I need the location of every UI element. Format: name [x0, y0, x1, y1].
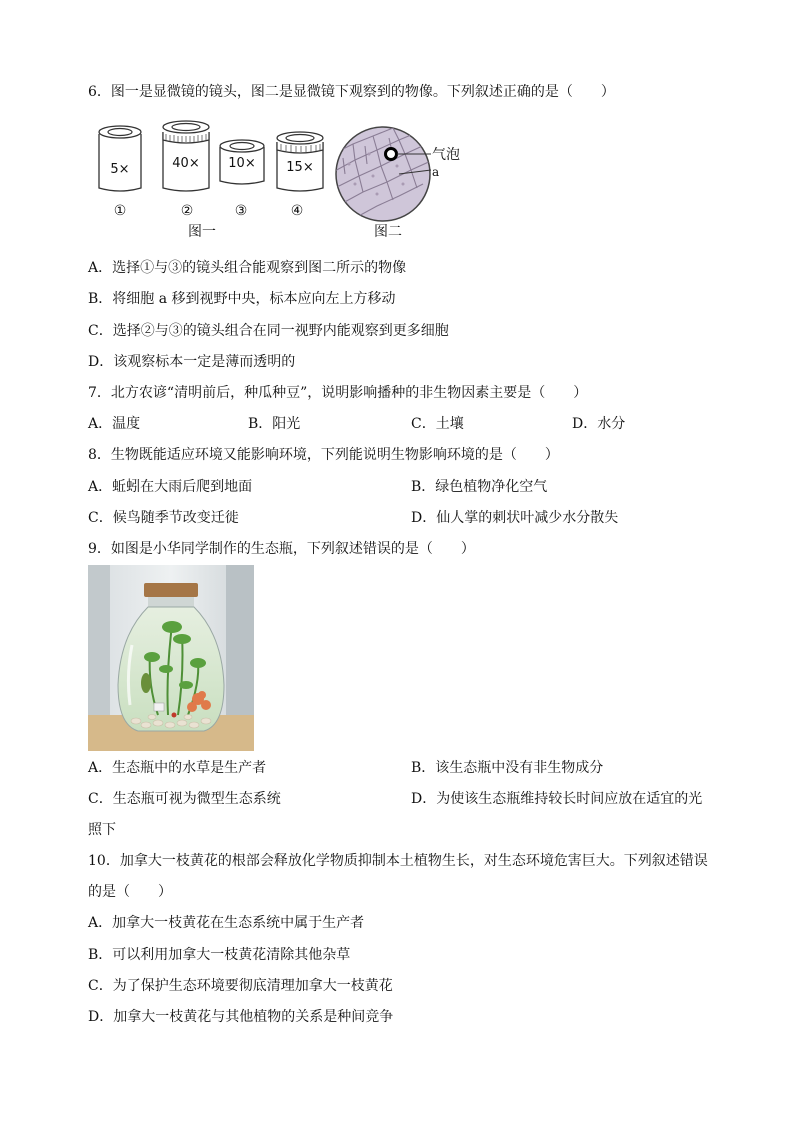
q10-stem-line-1: 10．加拿大一枝黄花的根部会释放化学物质抑制本土植物生长，对生态环境危害巨大。下列叙述错误 — [88, 853, 708, 869]
q10-option-d: D．加拿大一枝黄花与其他植物的关系是种间竞争 — [88, 1009, 394, 1025]
q6-stem: 6．图一是显微镜的镜头，图二是显微镜下观察到的物像。下列叙述正确的是（ ） — [88, 84, 615, 100]
q8-stem: 8．生物既能适应环境又能影响环境，下列能说明生物影响环境的是（ ） — [88, 447, 559, 463]
lens-4-number: ④ — [290, 203, 304, 219]
q9-stem: 9．如图是小华同学制作的生态瓶，下列叙述错误的是（ ） — [88, 541, 475, 557]
q7-option-a: A．温度 — [88, 416, 141, 432]
cell-a-label: a — [432, 165, 440, 179]
q10-option-a: A．加拿大一枝黄花在生态系统中属于生产者 — [88, 915, 365, 931]
q8-option-a: A．蚯蚓在大雨后爬到地面 — [88, 479, 253, 495]
q9-option-d-continued: 照下 — [88, 822, 116, 838]
q6-option-d: D．该观察标本一定是薄而透明的 — [88, 354, 296, 370]
lens-objective-40x — [160, 118, 212, 194]
lens-4-mark: 15× — [286, 160, 314, 175]
q9-option-a: A．生态瓶中的水草是生产者 — [88, 760, 267, 776]
q8-option-c: C．候鸟随季节改变迁徙 — [88, 510, 239, 526]
q8-option-b: B．绿色植物净化空气 — [411, 479, 548, 495]
q7-option-b: B．阳光 — [248, 416, 301, 432]
lens-objective-15x — [274, 130, 326, 194]
ecobottle-photo — [88, 565, 254, 751]
figure-1-caption: 图一 — [188, 224, 216, 240]
q7-stem: 7．北方农谚“清明前后，种瓜种豆”，说明影响播种的非生物因素主要是（ ） — [88, 385, 588, 401]
figure-2-caption: 图二 — [374, 224, 402, 240]
lens-1-number: ① — [113, 203, 127, 219]
lens-2-number: ② — [180, 203, 194, 219]
microscope-view-icon — [333, 124, 433, 224]
lens-3-mark: 10× — [228, 156, 256, 171]
q7-option-c: C．土壤 — [411, 416, 464, 432]
q9-option-d: D．为使该生态瓶维持较长时间应放在适宜的光 — [411, 791, 703, 807]
q6-option-b: B．将细胞 a 移到视野中央，标本应向左上方移动 — [88, 291, 396, 307]
q6-option-c: C．选择②与③的镜头组合在同一视野内能观察到更多细胞 — [88, 323, 449, 339]
q8-option-d: D．仙人掌的刺状叶减少水分散失 — [411, 510, 619, 526]
q7-option-d: D．水分 — [572, 416, 626, 432]
lens-1-mark: 5× — [110, 162, 130, 177]
q10-option-b: B．可以利用加拿大一枝黄花清除其他杂草 — [88, 947, 351, 963]
q10-stem-line-2: 的是（ ） — [88, 884, 172, 900]
q6-option-a: A．选择①与③的镜头组合能观察到图二所示的物像 — [88, 260, 407, 276]
lens-eyepiece-5x — [95, 122, 145, 194]
q9-option-b: B．该生态瓶中没有非生物成分 — [411, 760, 604, 776]
lens-2-mark: 40× — [172, 156, 200, 171]
lens-eyepiece-10x — [217, 137, 267, 187]
q9-option-c: C．生态瓶可视为微型生态系统 — [88, 791, 281, 807]
lens-3-number: ③ — [234, 203, 248, 219]
bubble-label: 气泡 — [432, 147, 460, 163]
q10-option-c: C．为了保护生态环境要彻底清理加拿大一枝黄花 — [88, 978, 393, 994]
